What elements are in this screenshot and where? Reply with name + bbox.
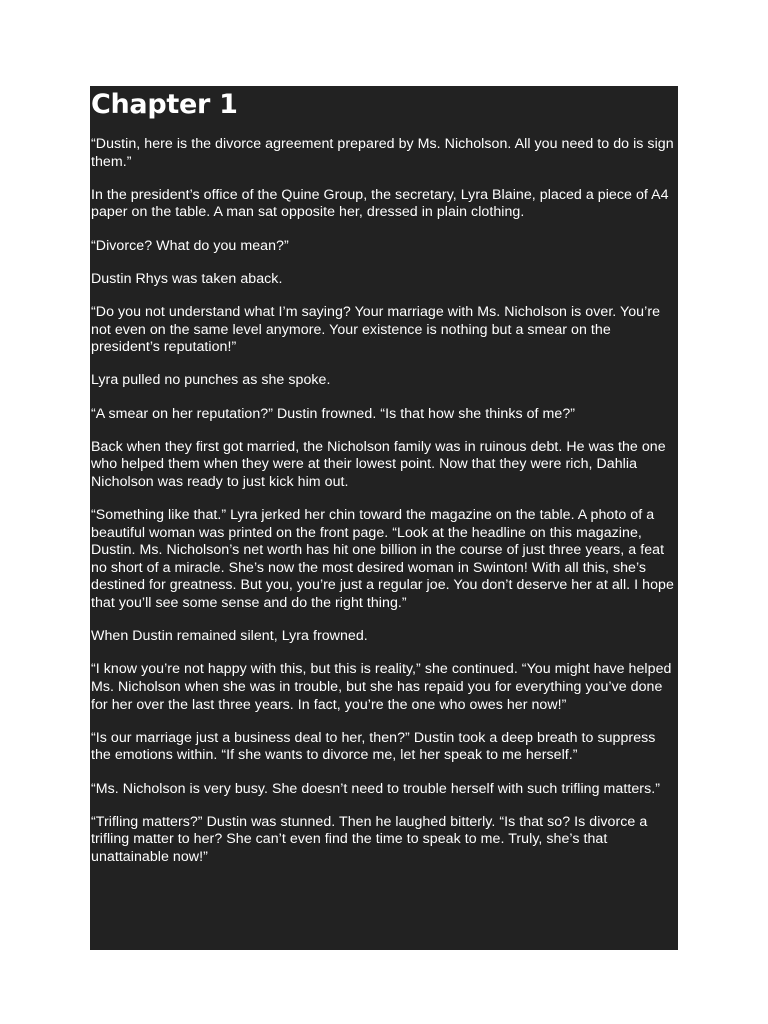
paragraph: Back when they first got married, the Nicholson family was in ruinous debt. He was the one who helped them when they were at their lowest point. Now that they were rich, Dahlia Nicholson was ready to just kick him out. xyxy=(91,438,666,490)
paragraph: “Do you not understand what I’m saying? Your marriage with Ms. Nicholson is over. You’re not even on the same level anymore. Your existence is nothing but a smear on the president’s reputation!” xyxy=(91,303,661,356)
paragraph: “Is our marriage just a business deal to her, then?” Dustin took a deep breath to suppress the emotions within. “If she wants to divorce me, let her speak to me herself.” xyxy=(91,729,656,764)
paragraph: “Trifling matters?” Dustin was stunned. Then he laughed bitterly. “Is that so? Is divorce a trifling matter to her? She can’t even find the time to speak to me. Truly, she’s that unattainable now!” xyxy=(91,813,648,865)
paragraph: “Something like that.” Lyra jerked her chin toward the magazine on the table. A photo of a beautiful woman was printed on the front page. “Look at the headline on this magazine, Dustin. Ms. Nicholson’s net worth has hit one billion in the course of just three years, a feat no short of a miracle. She’s now the most desired woman in Swinton! With all this, she’s destined for greatness. But you, you’re just a regular joe. You don’t deserve her at all. I hope that you’ll see some sense and do the right thing.” xyxy=(91,507,674,612)
paragraph: “A smear on her reputation?” Dustin frowned. “Is that how she thinks of me?” xyxy=(91,405,576,422)
paragraph: “Ms. Nicholson is very busy. She doesn’t need to trouble herself with such trifling matters.” xyxy=(91,780,660,797)
chapter-title: Chapter 1 xyxy=(91,89,238,120)
paragraph: “I know you’re not happy with this, but this is reality,” she continued. “You might have helped Ms. Nicholson when she was in trouble, but she has repaid you for everything you’ve done for her over the last three years. In fact, you’re the one who owes her now!” xyxy=(91,661,672,713)
paragraph: When Dustin remained silent, Lyra frowned. xyxy=(91,628,368,645)
paragraph: “Dustin, here is the divorce agreement prepared by Ms. Nicholson. All you need to do is sign them.” xyxy=(91,136,674,170)
document-page xyxy=(90,86,678,950)
paragraph: In the president’s office of the Quine Group, the secretary, Lyra Blaine, placed a piece of A4 paper on the table. A man sat opposite her, dressed in plain clothing. xyxy=(91,186,669,221)
paragraph: Lyra pulled no punches as she spoke. xyxy=(91,372,331,389)
paragraph: Dustin Rhys was taken aback. xyxy=(91,270,283,287)
chapter-body xyxy=(91,136,674,867)
paragraph: “Divorce? What do you mean?” xyxy=(91,237,289,254)
